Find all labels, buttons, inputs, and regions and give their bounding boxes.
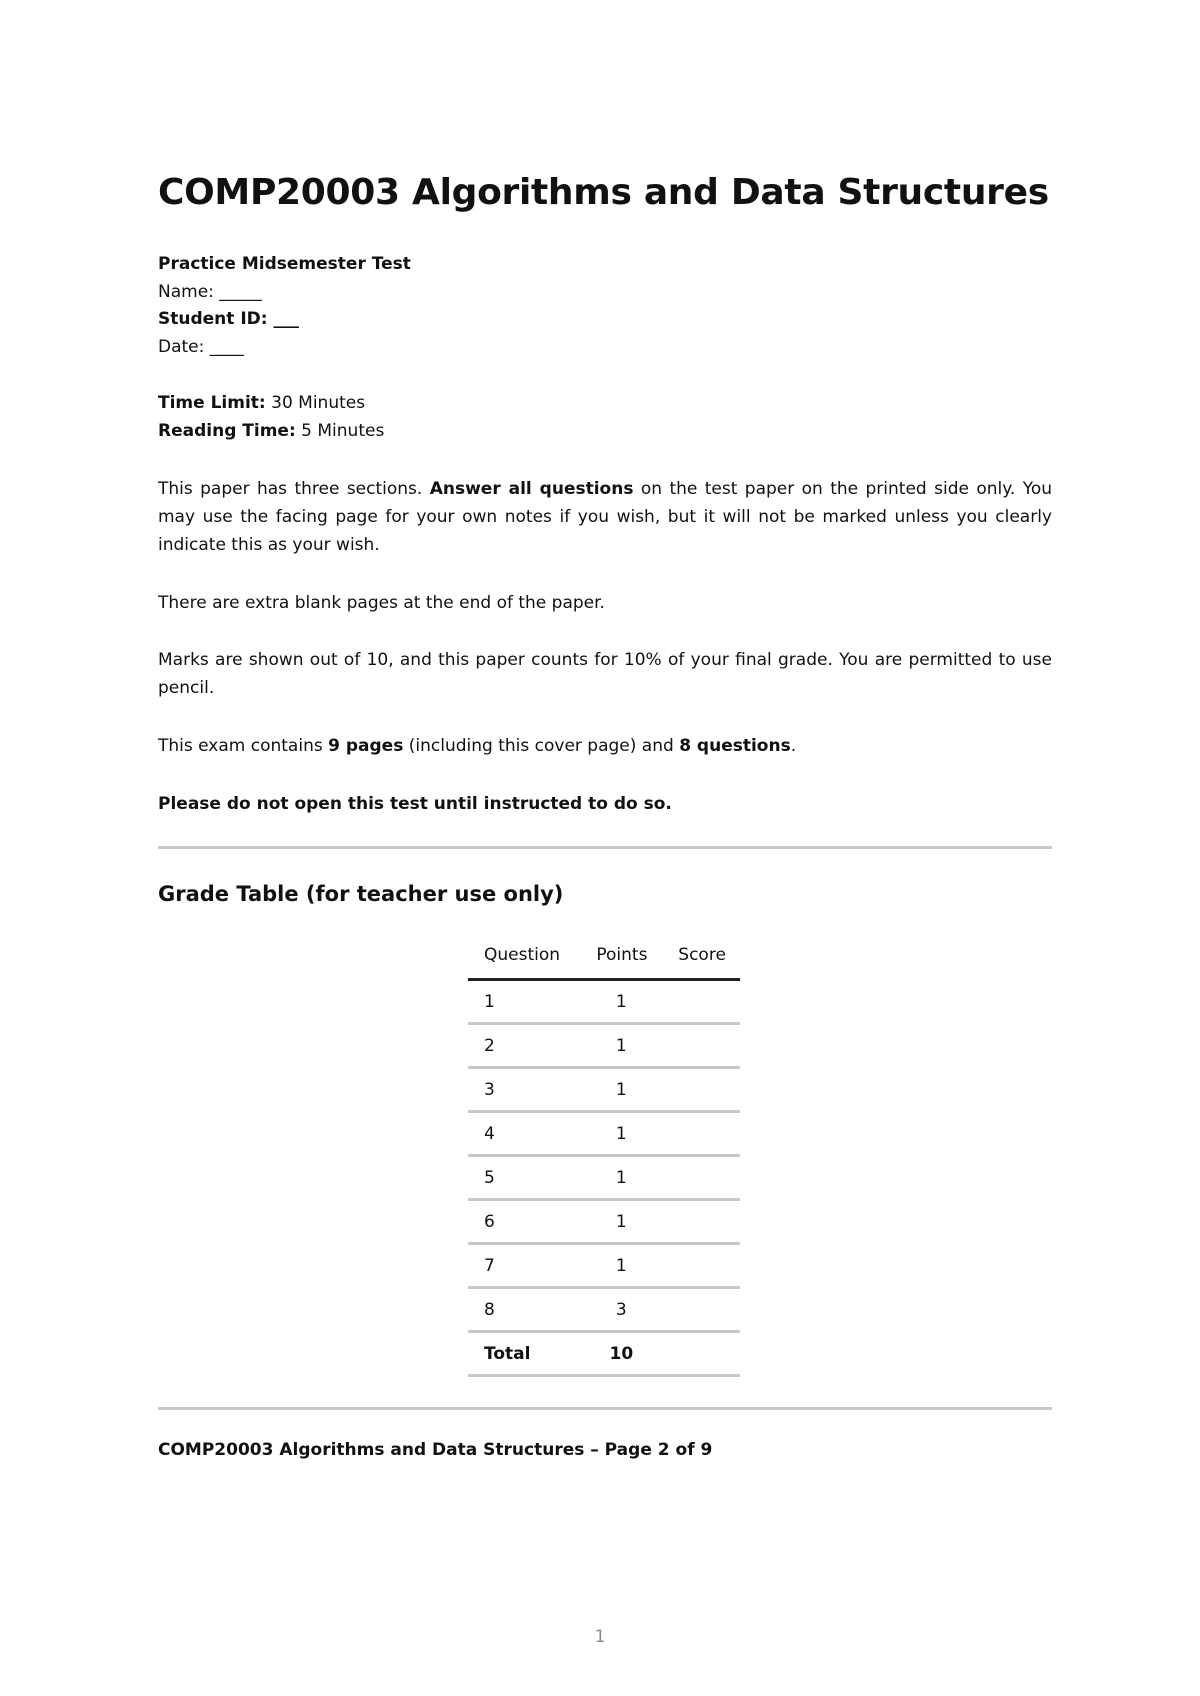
reading-time-value: 5 Minutes	[301, 421, 385, 441]
points-cell: 1	[580, 1156, 662, 1200]
time-limits	[158, 389, 384, 445]
question-cell: 5	[468, 1156, 580, 1200]
column-header-points: Points	[580, 932, 662, 980]
table-row	[468, 1244, 740, 1288]
question-cell: 6	[468, 1200, 580, 1244]
instructions-p4-b: (including this cover page) and	[408, 736, 674, 756]
total-points: 10	[580, 1332, 662, 1376]
points-cell: 1	[580, 1024, 662, 1068]
question-cell: 1	[468, 980, 580, 1024]
score-cell	[662, 1200, 740, 1244]
running-footer: COMP20003 Algorithms and Data Structures – Page 2 of 9	[158, 1440, 713, 1460]
table-row	[468, 1112, 740, 1156]
question-cell: 7	[468, 1244, 580, 1288]
instructions-paragraph-3: Marks are shown out of 10, and this paper counts for 10% of your final grade. You are permitted to use pencil.	[158, 650, 1052, 698]
points-cell: 1	[580, 1068, 662, 1112]
points-cell: 1	[580, 1200, 662, 1244]
exam-subtitle: Practice Midsemester Test	[158, 254, 411, 274]
instructions-p1-bold: Answer all questions	[429, 479, 634, 499]
time-limit	[158, 389, 384, 417]
grade-table-header-row	[468, 932, 740, 980]
score-cell	[662, 1288, 740, 1332]
name-field: Name: _____	[158, 281, 262, 302]
page-count: 9 pages	[328, 736, 404, 756]
points-cell: 1	[580, 980, 662, 1024]
table-row	[468, 1288, 740, 1332]
total-score	[662, 1332, 740, 1376]
table-row	[468, 1200, 740, 1244]
reading-time	[158, 417, 384, 445]
points-cell: 1	[580, 1244, 662, 1288]
instructions-paragraph-1	[158, 475, 1052, 559]
question-count: 8 questions	[679, 736, 791, 756]
do-not-open-notice: Please do not open this test until instructed to do so.	[158, 794, 672, 814]
grade-table-heading: Grade Table (for teacher use only)	[158, 882, 564, 906]
time-limit-label: Time Limit:	[158, 393, 266, 413]
reading-time-label: Reading Time:	[158, 421, 296, 441]
table-row	[468, 980, 740, 1024]
question-cell: 2	[468, 1024, 580, 1068]
document-title: COMP20003 Algorithms and Data Structures	[158, 172, 1049, 213]
date-field: Date: ____	[158, 336, 244, 357]
table-row	[468, 1068, 740, 1112]
total-label: Total	[468, 1332, 580, 1376]
points-cell: 1	[580, 1112, 662, 1156]
question-cell: 4	[468, 1112, 580, 1156]
section-divider	[158, 846, 1052, 849]
score-cell	[662, 1068, 740, 1112]
score-cell	[662, 1244, 740, 1288]
instructions-p1-after: on the test paper on the printed side only. You may use the facing page for your own notes if you wish, but it will not be marked unless you clearly indicate this as your wish.	[158, 479, 1052, 555]
score-cell	[662, 1156, 740, 1200]
total-row	[468, 1332, 740, 1376]
table-row	[468, 1156, 740, 1200]
points-cell: 3	[580, 1288, 662, 1332]
time-limit-value: 30 Minutes	[271, 393, 366, 413]
score-cell	[662, 1112, 740, 1156]
column-header-question: Question	[468, 932, 580, 980]
exam-meta	[158, 251, 411, 361]
instructions-paragraph-4	[158, 732, 1052, 760]
instructions-p4-c: .	[790, 736, 797, 756]
instructions-p4-a: This exam contains	[158, 736, 323, 756]
question-cell: 3	[468, 1068, 580, 1112]
page-number: 1	[594, 1627, 606, 1647]
grade-table	[468, 932, 740, 1377]
score-cell	[662, 980, 740, 1024]
student-id-field: Student ID: ___	[158, 309, 299, 329]
question-cell: 8	[468, 1288, 580, 1332]
score-cell	[662, 1024, 740, 1068]
footer-divider	[158, 1407, 1052, 1410]
table-row	[468, 1024, 740, 1068]
instructions-p1-before: This paper has three sections.	[158, 479, 423, 499]
instructions-paragraph-2: There are extra blank pages at the end of the paper.	[158, 593, 605, 613]
column-header-score: Score	[662, 932, 740, 980]
